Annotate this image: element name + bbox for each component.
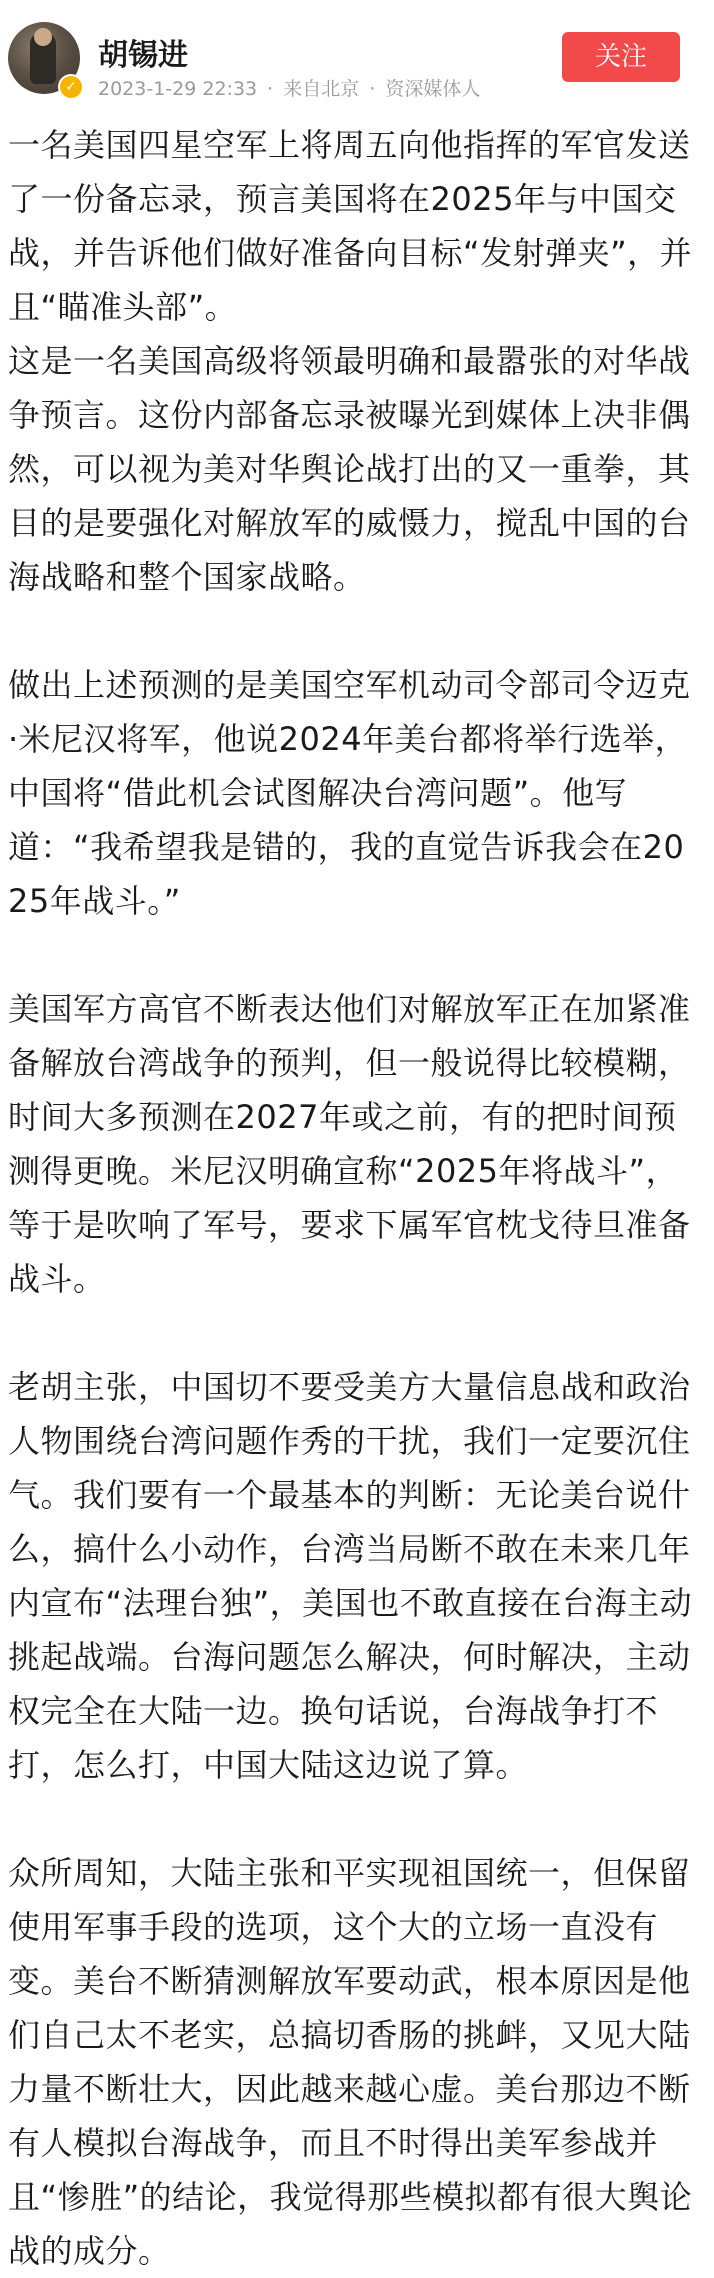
avatar-head [34, 28, 52, 46]
paragraph-gap [8, 1306, 700, 1360]
author-role: 资深媒体人 [385, 78, 481, 100]
meta-separator: · [369, 78, 376, 100]
paragraph-gap [8, 604, 700, 658]
meta-separator: · [267, 78, 274, 100]
post-time: 2023-1-29 22:33 [98, 78, 258, 100]
post-body [0, 118, 714, 2278]
paragraph: 做出上述预测的是美国空军机动司令部司令迈克·米尼汉将军，他说2024年美台都将举行选举，中国将“借此机会试图解决台湾问题”。他写道：“我希望我是错的，我的直觉告诉我会在2025年战斗。” [8, 666, 691, 920]
author-name[interactable]: 胡锡进 [98, 38, 188, 73]
verified-badge-icon: ✓ [58, 74, 84, 100]
paragraph-gap [8, 1792, 700, 1846]
paragraph: 美国军方高官不断表达他们对解放军正在加紧准备解放台湾战争的预判，但一般说得比较模糊，时间大多预测在2027年或之前，有的把时间预测得更晚。米尼汉明确宣称“2025年将战斗”，等于是吹响了军号，要求下属军官枕戈待旦准备战斗。 [8, 990, 691, 1298]
post-meta [98, 74, 484, 101]
follow-button[interactable]: 关注 [562, 32, 680, 82]
paragraph: 这是一名美国高级将领最明确和最嚣张的对华战争预言。这份内部备忘录被曝光到媒体上决非偶然，可以视为美对华舆论战打出的又一重拳，其目的是要强化对解放军的威慑力，搅乱中国的台海战略和整个国家战略。 [8, 342, 691, 596]
paragraph: 一名美国四星空军上将周五向他指挥的军官发送了一份备忘录，预言美国将在2025年与中国交战，并告诉他们做好准备向目标“发射弹夹”，并且“瞄准头部”。 [8, 126, 693, 326]
post-location: 来自北京 [283, 78, 360, 100]
paragraph-gap [8, 928, 700, 982]
post-header [0, 0, 714, 118]
paragraph: 老胡主张，中国切不要受美方大量信息战和政治人物围绕台湾问题作秀的干扰，我们一定要沉住气。我们要有一个最基本的判断：无论美台说什么，搞什么小动作，台湾当局断不敢在未来几年内宣布“法理台独”，美国也不敢直接在台海主动挑起战端。台海问题怎么解决，何时解决，主动权完全在大陆一边。换句话说，台海战争打不打，怎么打，中国大陆这边说了算。 [8, 1368, 693, 1784]
paragraph: 众所周知，大陆主张和平实现祖国统一，但保留使用军事手段的选项，这个大的立场一直没有变。美台不断猜测解放军要动武，根本原因是他们自己太不老实，总搞切香肠的挑衅，又见大陆力量不断壮大，因此越来越心虚。美台那边不断有人模拟台海战争，而且不时得出美军参战并且“惨胜”的结论，我觉得那些模拟都有很大舆论战的成分。 [8, 1854, 693, 2270]
